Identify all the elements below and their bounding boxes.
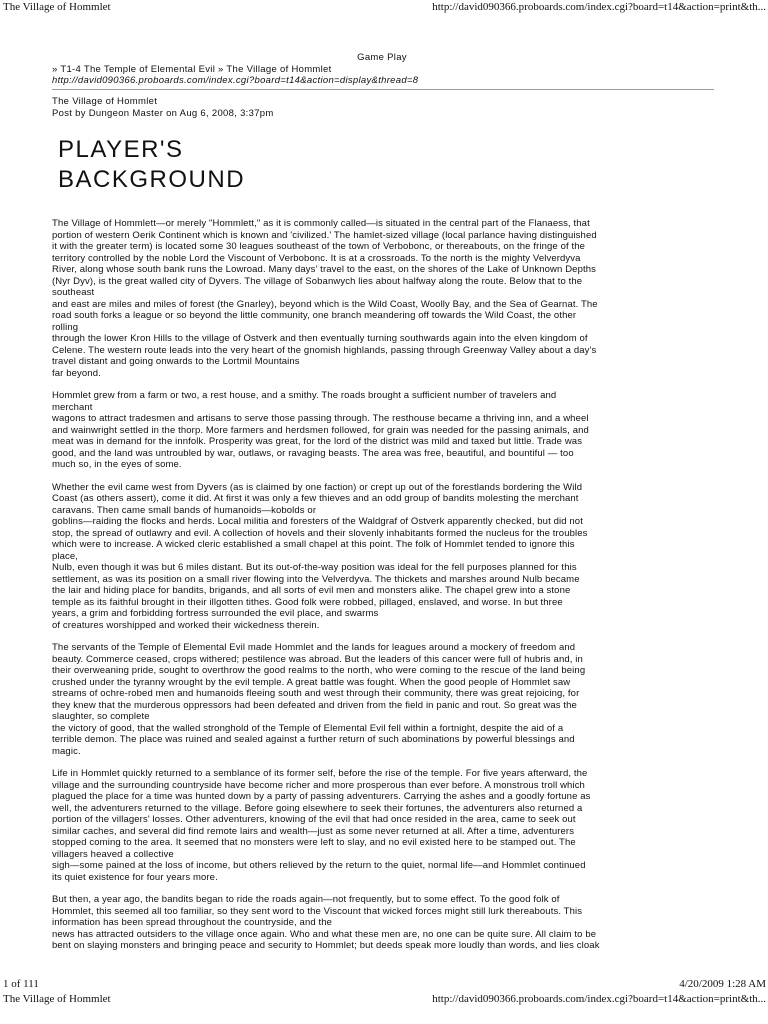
text-line: Hommlet grew from a farm or two, a rest house, and a smithy. The roads brought a sufficient number of travelers and xyxy=(52,390,557,401)
paragraph xyxy=(52,482,712,632)
text-line: portion of the villagers' losses. Other adventurers, knowing of the evil that had once resided in the area, came to seek out xyxy=(52,814,576,825)
text-line: slaughter, so complete xyxy=(52,711,150,722)
text-line: Life in Hommlet quickly returned to a semblance of its former self, before the rise of the temple. For five years afterward, the xyxy=(52,768,588,779)
text-line: and wainwright settled in the thorp. More farmers and herdsmen followed, for grain was needed for the passing animals, and xyxy=(52,424,589,436)
breadcrumb: » T1-4 The Temple of Elemental Evil » The Village of Hommlet xyxy=(52,64,332,75)
text-line: which were to increase. A wicked cleric established a small chapel at this point. The folk of Hommlet tended to ignore this xyxy=(52,539,575,550)
text-line: of creatures worshipped and worked their wickedness therein. xyxy=(52,619,320,631)
heading-line: BACKGROUND xyxy=(58,166,246,193)
text-line: villagers heaved a collective xyxy=(52,848,174,860)
text-line: and east are miles and miles of forest (the Gnarley), beyond which is the Wild Coast, Woolly Bay, and the Sea of Gearnat. The xyxy=(52,298,598,310)
text-line: territory controlled by the noble Lord the Viscount of Verbobonc. It is at a crossroads. To the north is the mighty Velverdyva xyxy=(52,252,581,264)
text-line: beauty. Commerce ceased, crops withered; pestilence was abroad. But the leaders of this cancer were full of hubris and, in xyxy=(52,653,583,665)
text-line: plagued the place for a time was hunted down by a party of passing adventurers. Carrying the ashes and a goodly fortune as xyxy=(52,791,591,802)
text-line: the lair and hiding place for bandits, brigands, and all sorts of evil men and monsters alike. The chapel grew into a stone xyxy=(52,585,571,596)
text-line: River, along whose south bank runs the Lowroad. Many days' travel to the east, on the shores of the Lake of Unknown Depths xyxy=(52,264,597,275)
text-line: Whether the evil came west from Dyvers (as is claimed by one faction) or crept up out of the forestlands bordering the Wild xyxy=(52,481,583,493)
page-count: 1 of 111 xyxy=(3,978,39,990)
text-line: good, and the land was untroubled by war, outlaws, or ravaging beasts. The area was free, beautiful, and bountiful — too xyxy=(52,447,574,459)
text-line: far beyond. xyxy=(52,367,101,379)
text-line: merchant xyxy=(52,401,93,413)
text-line: goblins—raiding the flocks and herds. Local militia and foresters of the Waldgraf of Ostverk apparently checked, but did not xyxy=(52,516,583,527)
footer-url: http://david090366.proboards.com/index.cgi?board=t14&action=print&th... xyxy=(432,993,766,1005)
text-line: magic. xyxy=(52,745,81,757)
text-line: bent on slaying monsters and bringing peace and security to Hommlet; but deeds speak more loudly than words, and lies cloak xyxy=(52,940,600,951)
text-line: sigh—some pained at the loss of income, but others relieved by the return to the quiet, normal life—and Hommlet continued xyxy=(52,860,586,871)
text-line: through the lower Kron Hills to the village of Ostverk and then eventually turning southwards again into the elven kingdom of xyxy=(52,333,588,344)
post-meta: Post by Dungeon Master on Aug 6, 2008, 3:37pm xyxy=(52,108,274,119)
text-line: information has been spread throughout the countryside, and the xyxy=(52,917,333,928)
text-line: news has attracted outsiders to the village once again. Who and what these men are, no one can be quite sure. All claim to be xyxy=(52,928,597,940)
text-line: Coast (as others assert), come it did. At first it was only a few thieves and an odd group of bandits molesting the merchant xyxy=(52,493,579,504)
text-line: southeast xyxy=(52,287,95,298)
text-line: Nulb, even though it was but 6 miles distant. But its out-of-the-way position was ideal for the fell purposes planned for this xyxy=(52,562,577,573)
text-line: place, xyxy=(52,550,79,562)
post-body xyxy=(52,218,712,963)
forum-section-title: Game Play xyxy=(357,52,407,63)
text-line: its quiet existence for four years more. xyxy=(52,871,218,883)
text-line: wagons to attract tradesmen and artisans to serve those passing through. The resthouse became a thriving inn, and a wheel xyxy=(52,413,589,424)
text-line: stop, the spread of outlawry and evil. A collection of hovels and their slovenly inhabitants formed the nucleus for the troubles xyxy=(52,527,588,539)
post-title: The Village of Hommlet xyxy=(52,96,158,107)
footer-title: The Village of Hommlet xyxy=(3,993,111,1005)
text-line: years, a grim and forbidding fortress surrounded the evil place, and swarms xyxy=(52,608,379,619)
text-line: they knew that the murderous oppressors had been defeated and driven from the field in panic and rout. So great was the xyxy=(52,699,577,711)
paragraph xyxy=(52,390,712,471)
text-line: terrible demon. The place was ruined and sealed against a further return of such abominations by powerful blessings and xyxy=(52,734,575,745)
text-line: The servants of the Temple of Elemental Evil made Hommlet and the lands for leagues around a mockery of freedom and xyxy=(52,642,576,653)
text-line: village and the surrounding countryside have become richer and more prosperous than ever before. A monstrous troll which xyxy=(52,779,585,791)
text-line: well, the adventurers returned to the village. Before going elsewhere to seek their fortunes, the adventurers also returned a xyxy=(52,802,583,814)
text-line: The Village of Hommlett—or merely "Hommlett," as it is commonly called—is situated in the central part of the Flanaess, that xyxy=(52,218,590,229)
text-line: much so, in the eyes of some. xyxy=(52,459,182,470)
text-line: rolling xyxy=(52,321,79,333)
text-line: Hommlet, this seemed all too familiar, so they sent word to the Viscount that wicked forces might still lurk thereabouts. This xyxy=(52,905,583,917)
divider xyxy=(52,89,714,90)
paragraph xyxy=(52,894,712,952)
paragraph xyxy=(52,642,712,757)
paragraph xyxy=(52,768,712,883)
heading-line: PLAYER'S xyxy=(58,136,184,163)
text-line: temple as its faithful brought in their illgotten tithes. Good folk were robbed, pillaged, enslaved, and worse. In but three xyxy=(52,596,563,608)
print-datetime: 4/20/2009 1:28 AM xyxy=(679,978,766,990)
text-line: portion of western Oerik Continent which is known and 'civilized.' The hamlet-sized village (local parlance having distinguished xyxy=(52,229,597,241)
thread-url: http://david090366.proboards.com/index.cgi?board=t14&action=display&thread=8 xyxy=(52,75,419,86)
text-line: streams of ochre-robed men and humanoids fleeing south and west through their community, there was great rejoicing, for xyxy=(52,688,580,699)
print-header-url: http://david090366.proboards.com/index.cgi?board=t14&action=print&th... xyxy=(432,1,766,13)
text-line: the victory of good, that the walled stronghold of the Temple of Elemental Evil fell within a fortnight, despite the aid of a xyxy=(52,722,564,734)
text-line: Celene. The western route leads into the very heart of the gnomish highlands, passing through Greenway Valley about a day's xyxy=(52,344,597,356)
text-line: road south forks a league or so beyond the little community, one branch meandering off towards the Wild Coast, the other xyxy=(52,310,577,321)
text-line: crushed under the tyranny wrought by the evil temple. A great battle was fought. When the good people of Hommlet saw xyxy=(52,676,571,688)
page-heading xyxy=(58,135,245,195)
text-line: But then, a year ago, the bandits began to ride the roads again—not frequently, but to some effect. To the good folk of xyxy=(52,894,560,905)
text-line: (Nyr Dyv), is the great walled city of Dyvers. The village of Sobanwych lies about halfway along the route. Below that to the xyxy=(52,275,583,287)
print-header-title: The Village of Hommlet xyxy=(3,1,111,13)
text-line: stopped coming to the area. It seemed that no monsters were left to slay, and no evil existed here to be stamped out. The xyxy=(52,837,576,848)
paragraph xyxy=(52,218,712,379)
text-line: travel distant and going onwards to the Lortmil Mountains xyxy=(52,356,300,367)
text-line: caravans. Then came small bands of humanoids—kobolds or xyxy=(52,504,317,516)
text-line: similar caches, and several did find remote lairs and wealth—just as some never returned at all. After a time, adventurers xyxy=(52,825,575,837)
text-line: their overweaning pride, sought to overthrow the good realms to the north, who were coming to the rescue of the land being xyxy=(52,665,586,676)
text-line: meat was in demand for the innfolk. Prosperity was great, for the lord of the district was mild and taxed but little. Trade was xyxy=(52,436,583,447)
text-line: settlement, as was its position on a small river flowing into the Velverdyva. The thickets and marshes around Nulb became xyxy=(52,573,580,585)
text-line: it with the greater term) is located some 30 leagues southeast of the town of Verbobonc, or thereabouts, on the fringe of the xyxy=(52,241,586,252)
